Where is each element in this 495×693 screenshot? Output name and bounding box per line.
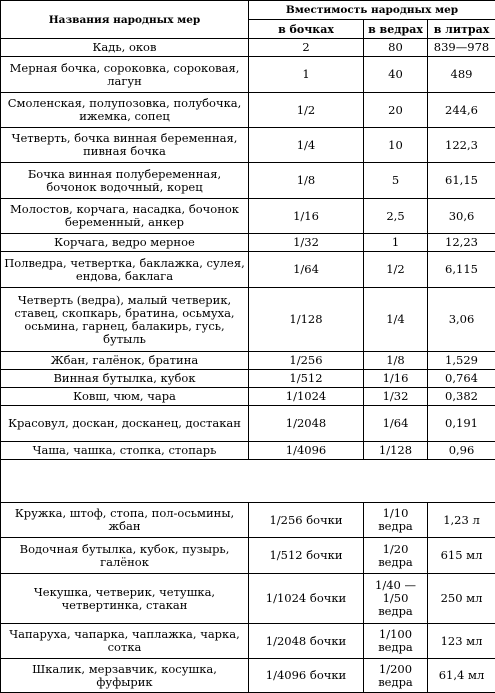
barrels-value: 1/8 <box>249 163 364 199</box>
barrels-value: 1/4 <box>249 128 364 163</box>
barrels-value: 2 <box>249 39 364 57</box>
table-row <box>1 234 495 252</box>
liters-value: 122,3 <box>428 128 495 163</box>
measure-name: Кадь, оков <box>1 39 249 57</box>
measure-name: Жбан, галёнок, братина <box>1 352 249 370</box>
liters-value: 61,15 <box>428 163 495 199</box>
measure-name: Красовул, доскан, досканец, достакан <box>1 406 249 442</box>
barrels-value: 1 <box>249 57 364 93</box>
table-row <box>1 624 495 659</box>
liters-value: 12,23 <box>428 234 495 252</box>
liters-value: 30,6 <box>428 199 495 234</box>
table-row <box>1 388 495 406</box>
measure-name: Четверть, бочка винная беременная, пивная бочка <box>1 128 249 163</box>
barrels-value: 1/256 <box>249 352 364 370</box>
measure-name: Бочка винная полубеременная, бочонок водочный, корец <box>1 163 249 199</box>
buckets-value: 5 <box>364 163 428 199</box>
liters-subheader: в литрах <box>428 20 495 39</box>
table-row <box>1 93 495 128</box>
table-row <box>1 574 495 624</box>
buckets-value: 1/8 <box>364 352 428 370</box>
capacity-column-header: Вместимость народных мер <box>249 1 495 20</box>
barrels-value: 1/1024 <box>249 388 364 406</box>
buckets-value: 40 <box>364 57 428 93</box>
section-gap <box>1 460 495 503</box>
liters-value: 61,4 мл <box>428 659 495 693</box>
barrels-value: 1/512 бочки <box>249 538 364 574</box>
measure-name: Кружка, штоф, стопа, пол-осьмины, жбан <box>1 503 249 538</box>
buckets-value: 1/40 —1/50 ведра <box>364 574 428 624</box>
measure-name: Полведра, четвертка, баклажка, сулея, ендова, баклага <box>1 252 249 288</box>
liters-value: 3,06 <box>428 288 495 352</box>
liters-value: 0,764 <box>428 370 495 388</box>
liters-value: 839—978 <box>428 39 495 57</box>
measure-name: Чапаруха, чапарка, чаплажка, чарка, сотка <box>1 624 249 659</box>
liters-value: 244,6 <box>428 93 495 128</box>
buckets-value: 1/4 <box>364 288 428 352</box>
buckets-value: 1/200 ведра <box>364 659 428 693</box>
measure-name: Смоленская, полупозовка, полубочка, ижемка, сопец <box>1 93 249 128</box>
barrels-value: 1/32 <box>249 234 364 252</box>
liters-value: 0,191 <box>428 406 495 442</box>
table-row <box>1 163 495 199</box>
buckets-value: 1/128 <box>364 442 428 460</box>
buckets-value: 20 <box>364 93 428 128</box>
table-row <box>1 128 495 163</box>
buckets-value: 1/20 ведра <box>364 538 428 574</box>
table-row <box>1 442 495 460</box>
buckets-value: 80 <box>364 39 428 57</box>
liters-value: 0,382 <box>428 388 495 406</box>
table-row <box>1 406 495 442</box>
liters-value: 489 <box>428 57 495 93</box>
liters-value: 1,23 л <box>428 503 495 538</box>
barrels-value: 1/1024 бочки <box>249 574 364 624</box>
measure-name: Винная бутылка, кубок <box>1 370 249 388</box>
barrels-value: 1/128 <box>249 288 364 352</box>
barrels-value: 1/2048 бочки <box>249 624 364 659</box>
measure-name: Мерная бочка, сороковка, сороковая, лагун <box>1 57 249 93</box>
liters-value: 250 мл <box>428 574 495 624</box>
liters-value: 6,115 <box>428 252 495 288</box>
table-row <box>1 538 495 574</box>
table-row <box>1 370 495 388</box>
measure-name: Корчага, ведро мерное <box>1 234 249 252</box>
liters-value: 0,96 <box>428 442 495 460</box>
buckets-value: 1/32 <box>364 388 428 406</box>
buckets-value: 1/64 <box>364 406 428 442</box>
barrels-value: 1/2048 <box>249 406 364 442</box>
liters-value: 1,529 <box>428 352 495 370</box>
blank-separator-cell <box>1 460 495 503</box>
buckets-value: 1/2 <box>364 252 428 288</box>
buckets-subheader: в ведрах <box>364 20 428 39</box>
measure-name: Чаша, чашка, стопка, стопарь <box>1 442 249 460</box>
buckets-value: 1 <box>364 234 428 252</box>
barrels-value: 1/16 <box>249 199 364 234</box>
measure-name: Чекушка, четверик, четушка, четвертинка, стакан <box>1 574 249 624</box>
table-row <box>1 659 495 693</box>
liters-value: 615 мл <box>428 538 495 574</box>
measure-name: Молостов, корчага, насадка, бочонок беременный, анкер <box>1 199 249 234</box>
buckets-value: 1/10 ведра <box>364 503 428 538</box>
buckets-value: 1/16 <box>364 370 428 388</box>
table-row <box>1 352 495 370</box>
table-row <box>1 57 495 93</box>
measure-name: Ковш, чюм, чара <box>1 388 249 406</box>
measure-name: Четверть (ведра), малый четверик, ставец, скопкарь, братина, осьмуха, осьмина, гарнец, балакирь, гусь, бутыль <box>1 288 249 352</box>
barrels-value: 1/4096 <box>249 442 364 460</box>
barrels-subheader: в бочках <box>249 20 364 39</box>
barrels-value: 1/64 <box>249 252 364 288</box>
buckets-value: 10 <box>364 128 428 163</box>
name-column-header: Названия народных мер <box>1 1 249 39</box>
barrels-value: 1/4096 бочки <box>249 659 364 693</box>
buckets-value: 1/100 ведра <box>364 624 428 659</box>
barrels-value: 1/512 <box>249 370 364 388</box>
measure-name: Шкалик, мерзавчик, косушка, фуфырик <box>1 659 249 693</box>
table-row <box>1 199 495 234</box>
measure-name: Водочная бутылка, кубок, пузырь, галёнок <box>1 538 249 574</box>
table-row <box>1 288 495 352</box>
barrels-value: 1/256 бочки <box>249 503 364 538</box>
table-row <box>1 503 495 538</box>
liters-value: 123 мл <box>428 624 495 659</box>
barrels-value: 1/2 <box>249 93 364 128</box>
buckets-value: 2,5 <box>364 199 428 234</box>
table-row <box>1 39 495 57</box>
table-row <box>1 252 495 288</box>
